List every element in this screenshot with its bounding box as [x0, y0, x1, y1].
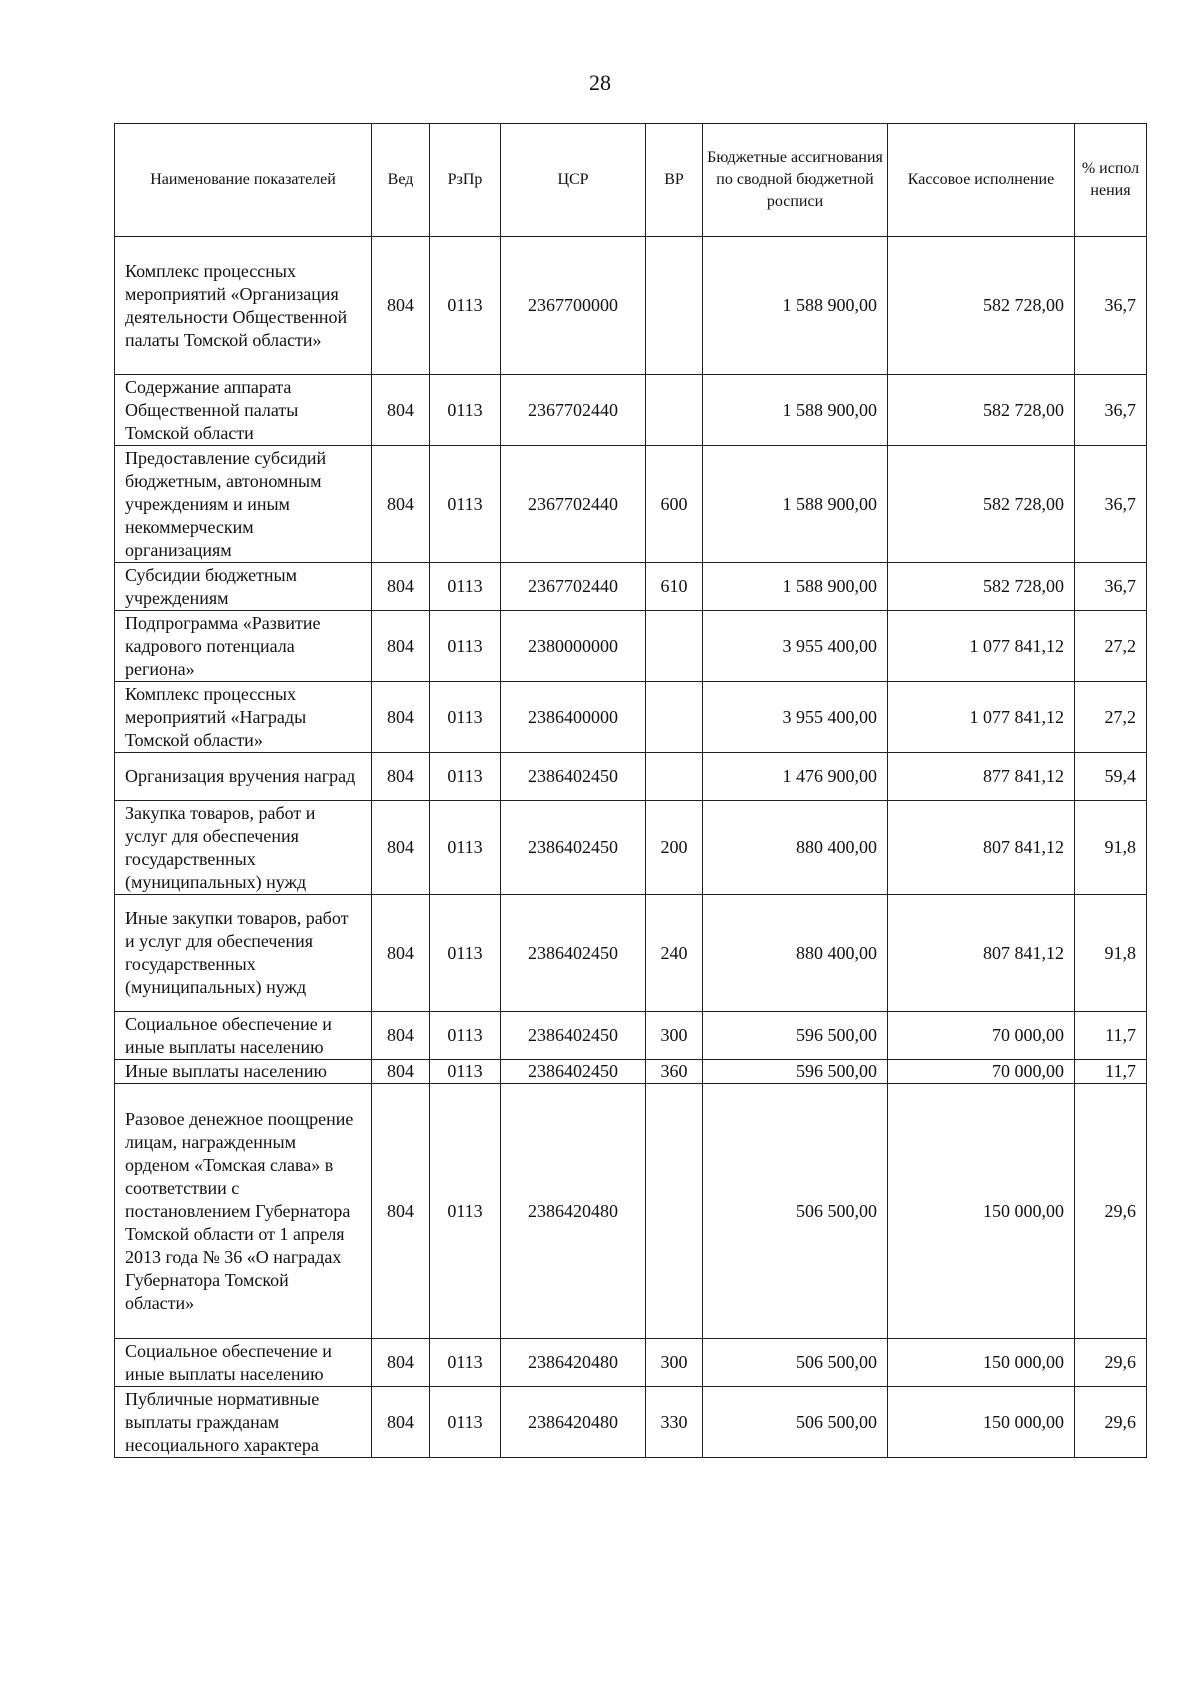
cell-pct: 27,2 [1075, 611, 1147, 682]
cell-ved: 804 [372, 682, 430, 753]
header-budget: Бюджетные ассигнования по сводной бюджетной росписи [703, 124, 888, 237]
cell-cash: 582 728,00 [888, 237, 1075, 375]
cell-ved: 804 [372, 1012, 430, 1060]
header-row [115, 124, 1147, 237]
cell-ved: 804 [372, 446, 430, 563]
cell-csr: 2386402450 [501, 895, 646, 1012]
cell-cash: 807 841,12 [888, 801, 1075, 895]
cell-budget: 506 500,00 [703, 1387, 888, 1458]
cell-rzpr: 0113 [430, 611, 501, 682]
cell-name: Иные закупки товаров, работ и услуг для обеспечения государственных (муниципальных) нужд [115, 895, 372, 1012]
cell-pct: 29,6 [1075, 1084, 1147, 1339]
cell-cash: 70 000,00 [888, 1060, 1075, 1084]
cell-budget: 880 400,00 [703, 801, 888, 895]
header-pct: % испол нения [1075, 124, 1147, 237]
cell-budget: 3 955 400,00 [703, 611, 888, 682]
cell-name: Закупка товаров, работ и услуг для обеспечения государственных (муниципальных) нужд [115, 801, 372, 895]
cell-name: Социальное обеспечение и иные выплаты населению [115, 1339, 372, 1387]
cell-ved: 804 [372, 1387, 430, 1458]
cell-vr: 330 [646, 1387, 703, 1458]
cell-rzpr: 0113 [430, 237, 501, 375]
cell-vr: 360 [646, 1060, 703, 1084]
cell-rzpr: 0113 [430, 563, 501, 611]
header-csr: ЦСР [501, 124, 646, 237]
cell-pct: 91,8 [1075, 801, 1147, 895]
cell-ved: 804 [372, 801, 430, 895]
table-row [115, 237, 1147, 375]
cell-name: Организация вручения наград [115, 753, 372, 801]
cell-budget: 1 588 900,00 [703, 446, 888, 563]
table-row [115, 446, 1147, 563]
cell-pct: 36,7 [1075, 237, 1147, 375]
cell-budget: 596 500,00 [703, 1012, 888, 1060]
cell-pct: 29,6 [1075, 1387, 1147, 1458]
cell-rzpr: 0113 [430, 1060, 501, 1084]
cell-vr [646, 611, 703, 682]
cell-cash: 582 728,00 [888, 563, 1075, 611]
cell-ved: 804 [372, 375, 430, 446]
cell-name: Комплекс процессных мероприятий «Организация деятельности Общественной палаты Томской области» [115, 237, 372, 375]
cell-csr: 2380000000 [501, 611, 646, 682]
cell-cash: 150 000,00 [888, 1339, 1075, 1387]
table-row [115, 1084, 1147, 1339]
cell-name: Публичные нормативные выплаты гражданам несоциального характера [115, 1387, 372, 1458]
cell-csr: 2386402450 [501, 801, 646, 895]
cell-rzpr: 0113 [430, 1339, 501, 1387]
table-row [115, 563, 1147, 611]
cell-vr: 600 [646, 446, 703, 563]
cell-csr: 2367700000 [501, 237, 646, 375]
table-row [115, 801, 1147, 895]
cell-name: Подпрограмма «Развитие кадрового потенциала региона» [115, 611, 372, 682]
budget-table [114, 123, 1147, 1458]
cell-budget: 1 588 900,00 [703, 563, 888, 611]
cell-ved: 804 [372, 1060, 430, 1084]
cell-csr: 2386420480 [501, 1084, 646, 1339]
cell-csr: 2386402450 [501, 1060, 646, 1084]
cell-pct: 36,7 [1075, 563, 1147, 611]
cell-cash: 582 728,00 [888, 375, 1075, 446]
cell-name: Иные выплаты населению [115, 1060, 372, 1084]
cell-rzpr: 0113 [430, 753, 501, 801]
table-row [115, 1060, 1147, 1084]
cell-cash: 70 000,00 [888, 1012, 1075, 1060]
page-number: 28 [589, 70, 611, 95]
cell-csr: 2367702440 [501, 563, 646, 611]
cell-vr [646, 237, 703, 375]
cell-vr [646, 682, 703, 753]
cell-budget: 506 500,00 [703, 1084, 888, 1339]
cell-pct: 36,7 [1075, 446, 1147, 563]
cell-vr: 240 [646, 895, 703, 1012]
cell-vr: 610 [646, 563, 703, 611]
cell-pct: 91,8 [1075, 895, 1147, 1012]
header-vr: ВР [646, 124, 703, 237]
cell-rzpr: 0113 [430, 446, 501, 563]
table-row [115, 611, 1147, 682]
cell-ved: 804 [372, 753, 430, 801]
cell-vr: 300 [646, 1012, 703, 1060]
cell-pct: 11,7 [1075, 1012, 1147, 1060]
table-row [115, 1012, 1147, 1060]
header-cash: Кассовое исполнение [888, 124, 1075, 237]
cell-csr: 2367702440 [501, 446, 646, 563]
cell-name: Предоставление субсидий бюджетным, автономным учреждениям и иным некоммерческим организациям [115, 446, 372, 563]
cell-rzpr: 0113 [430, 375, 501, 446]
cell-pct: 27,2 [1075, 682, 1147, 753]
cell-name: Субсидии бюджетным учреждениям [115, 563, 372, 611]
cell-budget: 3 955 400,00 [703, 682, 888, 753]
table-row [115, 895, 1147, 1012]
cell-budget: 880 400,00 [703, 895, 888, 1012]
cell-cash: 582 728,00 [888, 446, 1075, 563]
table-row [115, 375, 1147, 446]
cell-rzpr: 0113 [430, 1012, 501, 1060]
cell-cash: 150 000,00 [888, 1084, 1075, 1339]
cell-budget: 596 500,00 [703, 1060, 888, 1084]
cell-csr: 2386400000 [501, 682, 646, 753]
cell-cash: 150 000,00 [888, 1387, 1075, 1458]
cell-ved: 804 [372, 1339, 430, 1387]
cell-cash: 807 841,12 [888, 895, 1075, 1012]
cell-vr [646, 375, 703, 446]
cell-ved: 804 [372, 237, 430, 375]
table-row [115, 682, 1147, 753]
cell-cash: 1 077 841,12 [888, 682, 1075, 753]
cell-vr [646, 753, 703, 801]
cell-rzpr: 0113 [430, 1084, 501, 1339]
cell-budget: 506 500,00 [703, 1339, 888, 1387]
cell-pct: 36,7 [1075, 375, 1147, 446]
cell-ved: 804 [372, 611, 430, 682]
cell-cash: 877 841,12 [888, 753, 1075, 801]
cell-rzpr: 0113 [430, 682, 501, 753]
cell-csr: 2367702440 [501, 375, 646, 446]
cell-pct: 59,4 [1075, 753, 1147, 801]
header-ved: Вед [372, 124, 430, 237]
header-name: Наименование показателей [115, 124, 372, 237]
cell-rzpr: 0113 [430, 1387, 501, 1458]
cell-budget: 1 588 900,00 [703, 237, 888, 375]
cell-rzpr: 0113 [430, 801, 501, 895]
cell-vr: 200 [646, 801, 703, 895]
cell-rzpr: 0113 [430, 895, 501, 1012]
cell-name: Разовое денежное поощрение лицам, награжденным орденом «Томская слава» в соответствии с постановлением Губернатора Томской области от 1 апреля 2013 года № 36 «О наградах Губернатора Томской области» [115, 1084, 372, 1339]
cell-budget: 1 588 900,00 [703, 375, 888, 446]
cell-ved: 804 [372, 895, 430, 1012]
cell-vr [646, 1084, 703, 1339]
cell-vr: 300 [646, 1339, 703, 1387]
header-rzpr: РзПр [430, 124, 501, 237]
cell-csr: 2386420480 [501, 1387, 646, 1458]
table-row [115, 753, 1147, 801]
cell-budget: 1 476 900,00 [703, 753, 888, 801]
table-row [115, 1339, 1147, 1387]
cell-csr: 2386402450 [501, 1012, 646, 1060]
cell-csr: 2386402450 [501, 753, 646, 801]
table-row [115, 1387, 1147, 1458]
cell-pct: 29,6 [1075, 1339, 1147, 1387]
cell-ved: 804 [372, 1084, 430, 1339]
cell-name: Содержание аппарата Общественной палаты Томской области [115, 375, 372, 446]
cell-name: Комплекс процессных мероприятий «Награды Томской области» [115, 682, 372, 753]
cell-name: Социальное обеспечение и иные выплаты населению [115, 1012, 372, 1060]
cell-csr: 2386420480 [501, 1339, 646, 1387]
cell-ved: 804 [372, 563, 430, 611]
cell-pct: 11,7 [1075, 1060, 1147, 1084]
cell-cash: 1 077 841,12 [888, 611, 1075, 682]
